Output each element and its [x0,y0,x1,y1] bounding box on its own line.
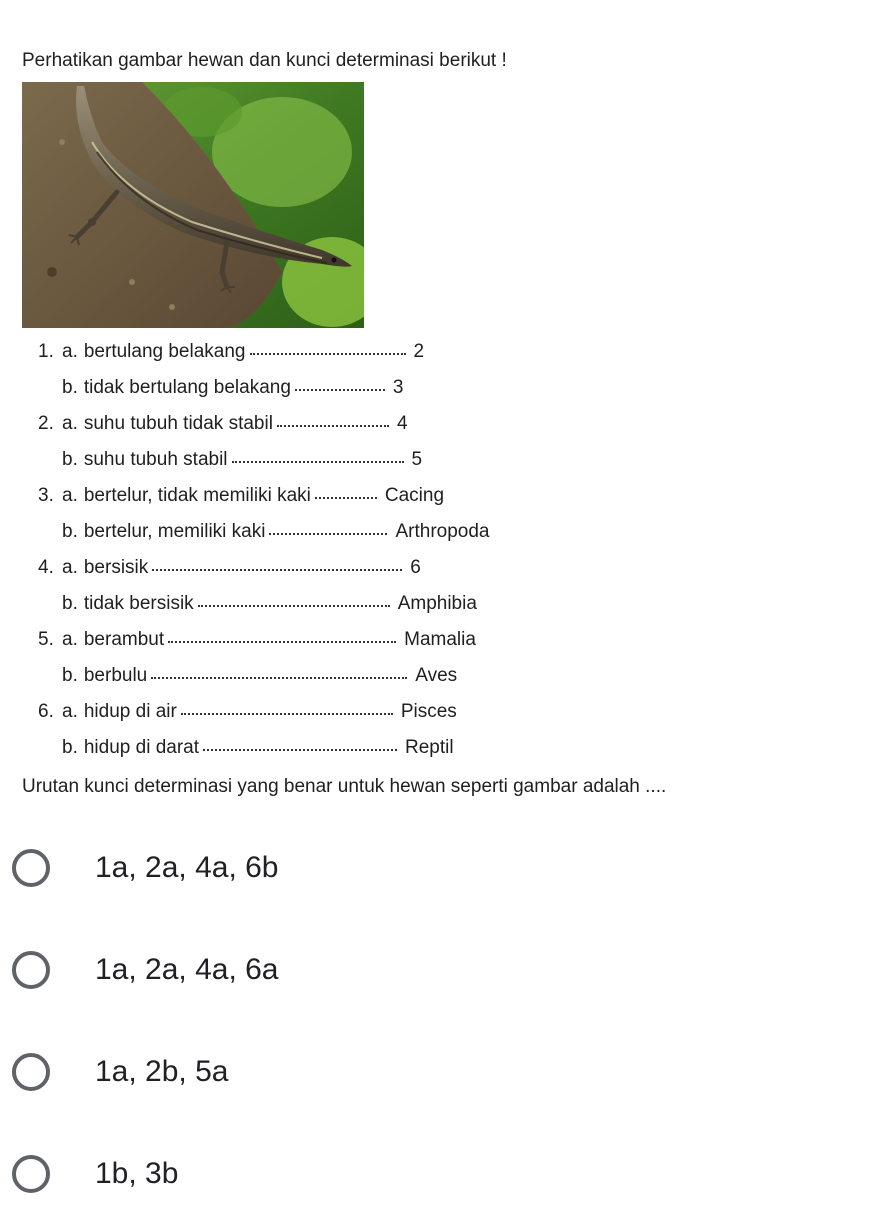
key-row-2a: 2. a. suhu tubuh tidak stabil 4 [38,413,408,434]
option-1[interactable] [12,843,279,893]
question-prompt: Urutan kunci determinasi yang benar untuk hewan seperti gambar adalah .... [22,776,667,797]
key-row-3b: b. bertelur, memiliki kaki Arthropoda [62,521,490,542]
option-4[interactable] [12,1149,178,1199]
dotted-leader [269,533,387,535]
key-row-6a: 6. a. hidup di air Pisces [38,701,457,722]
dotted-leader [295,389,385,391]
key-row-2b: b. suhu tubuh stabil 5 [62,449,423,470]
dotted-leader [315,497,377,499]
radio-button-icon[interactable] [12,1053,50,1091]
option-3[interactable] [12,1047,228,1097]
key-row-4b: b. tidak bersisik Amphibia [62,593,477,614]
key-row-1b: b. tidak bertulang belakang 3 [62,377,404,398]
question-intro: Perhatikan gambar hewan dan kunci determinasi berikut ! [22,50,507,71]
dotted-leader [152,569,402,571]
option-label[interactable]: 1a, 2a, 4a, 6a [95,953,279,986]
key-row-5b: b. berbulu Aves [62,665,458,686]
lizard-photo [22,82,364,328]
radio-button-icon[interactable] [12,1155,50,1193]
key-row-5a: 5. a. berambut Mamalia [38,629,476,650]
dotted-leader [168,641,396,643]
radio-button-icon[interactable] [12,849,50,887]
radio-button-icon[interactable] [12,951,50,989]
option-label[interactable]: 1b, 3b [95,1157,179,1190]
key-row-1a: 1. a. bertulang belakang 2 [38,341,425,362]
key-row-4a: 4. a. bersisik 6 [38,557,421,578]
dotted-leader [151,677,407,679]
lizard-illustration [22,82,364,328]
dotted-leader [203,749,397,751]
dotted-leader [250,353,406,355]
dotted-leader [277,425,389,427]
option-label[interactable]: 1a, 2b, 5a [95,1055,229,1088]
dotted-leader [181,713,393,715]
key-row-3a: 3. a. bertelur, tidak memiliki kaki Cacing [38,485,445,506]
option-label[interactable]: 1a, 2a, 4a, 6b [95,851,279,884]
key-row-6b: b. hidup di darat Reptil [62,737,454,758]
option-2[interactable] [12,945,279,995]
dotted-leader [232,461,404,463]
dotted-leader [198,605,390,607]
